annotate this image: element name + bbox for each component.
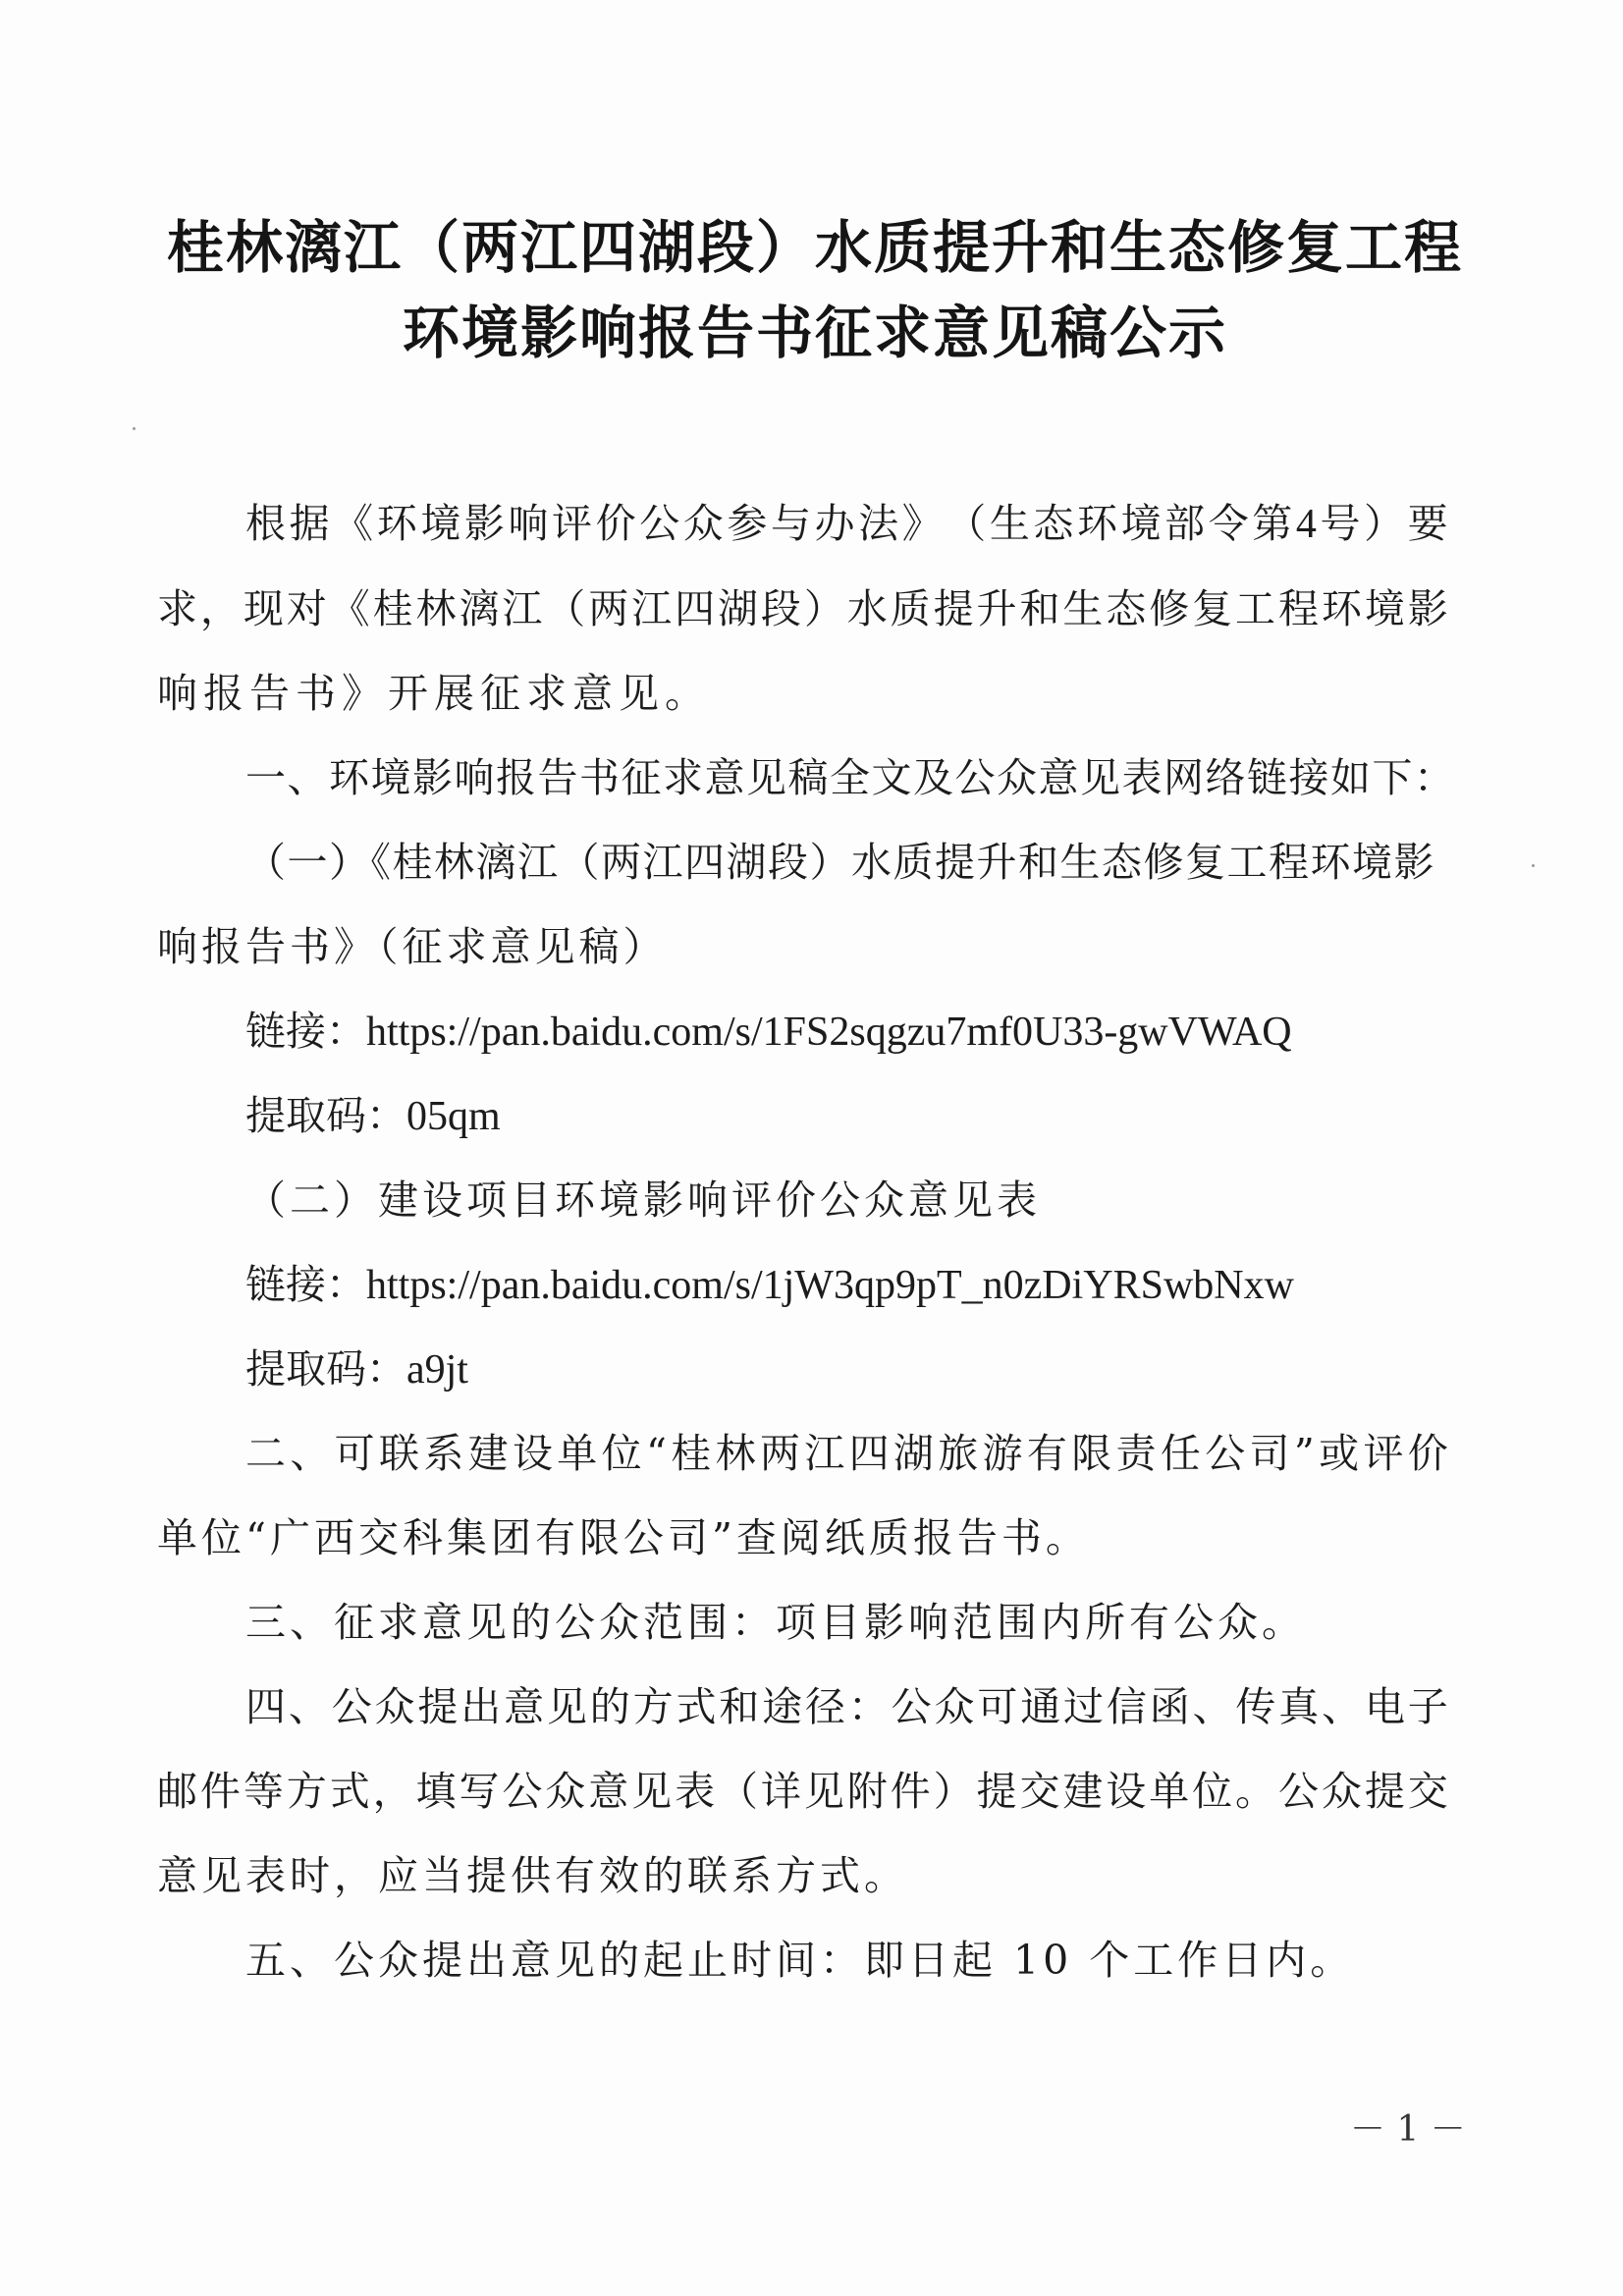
scan-speck (133, 427, 135, 430)
item-2-link-row (245, 1261, 1294, 1308)
item-1-code-value: 05qm (406, 1094, 501, 1139)
intro-paragraph-line-3: 响报告书》开展征求意见。 (157, 670, 711, 717)
item-1-title-line-2: 响报告书》（征求意见稿） (157, 923, 668, 970)
item-1-link-label: 链接： (245, 1008, 366, 1055)
section-4-line-1: 四 、 公 众 提 出 意 见 的 方 式 和 途 径 ： 公 众 可 通 过 信 函 、 传 真 、 电 子 (245, 1683, 1448, 1730)
item-2-title: （二）建设项目环境影响评价公众意见表 (245, 1176, 1041, 1224)
item-2-code-row (245, 1345, 468, 1393)
item-2-code-label: 提取码： (245, 1345, 406, 1393)
page-number: － 1 － (1350, 2109, 1466, 2150)
section-4-line-3: 意见表时，应当提供有效的联系方式。 (157, 1852, 908, 1899)
item-2-link-url[interactable]: https://pan.baidu.com/s/1jW3qp9pT_n0zDiYRSwbNxw (366, 1263, 1294, 1308)
section-3: 三、征求意见的公众范围：项目影响范围内所有公众。 (245, 1599, 1306, 1646)
item-2-link-label: 链接： (245, 1261, 366, 1308)
intro-paragraph-line-1: 根 据 《 环 境 影 响 评 价 公 众 参 与 办 法 》 （ 生 态 环 境 部 令 第 4 号 ） 要 (245, 500, 1448, 547)
document-title-line-2: 环境影响报告书征求意见稿公示 (402, 300, 1227, 366)
item-1-link-url[interactable]: https://pan.baidu.com/s/1FS2sqgzu7mf0U33-gwVWAQ (366, 1010, 1292, 1055)
item-1-code-label: 提取码： (245, 1092, 406, 1139)
section-2-line-2: 单位“广西交科集团有限公司”查阅纸质报告书。 (157, 1514, 1090, 1561)
document-title-line-1: 桂林漓江（两江四湖段）水质提升和生态修复工程 (166, 214, 1463, 281)
section-4-line-2: 邮 件 等 方 式 ， 填 写 公 众 意 见 表 （ 详 见 附 件 ） 提 交 建 设 单 位 。 公 众 提 交 (157, 1768, 1448, 1815)
section-2-line-1: 二 、 可 联 系 建 设 单 位 “ 桂 林 两 江 四 湖 旅 游 有 限 责 任 公 司 ” 或 评 价 (245, 1430, 1448, 1477)
scan-speck (1532, 864, 1535, 867)
item-1-link-row (245, 1008, 1292, 1055)
intro-paragraph-line-2: 求 ， 现 对 《 桂 林 漓 江 （ 两 江 四 湖 段 ） 水 质 提 升 和 生 态 修 复 工 程 环 境 影 (157, 585, 1448, 632)
item-1-code-row (245, 1092, 501, 1139)
item-1-title-line-1: （一）《桂林漓江（两江四湖段）水质提升和生态修复工程环境影 (245, 839, 1435, 886)
section-1-heading: 一、环境影响报告书征求意见稿全文及公众意见表网络链接如下： (245, 754, 1456, 801)
section-5: 五、公众提出意见的起止时间：即日起 10 个工作日内。 (245, 1937, 1355, 1984)
item-2-code-value: a9jt (406, 1347, 468, 1393)
